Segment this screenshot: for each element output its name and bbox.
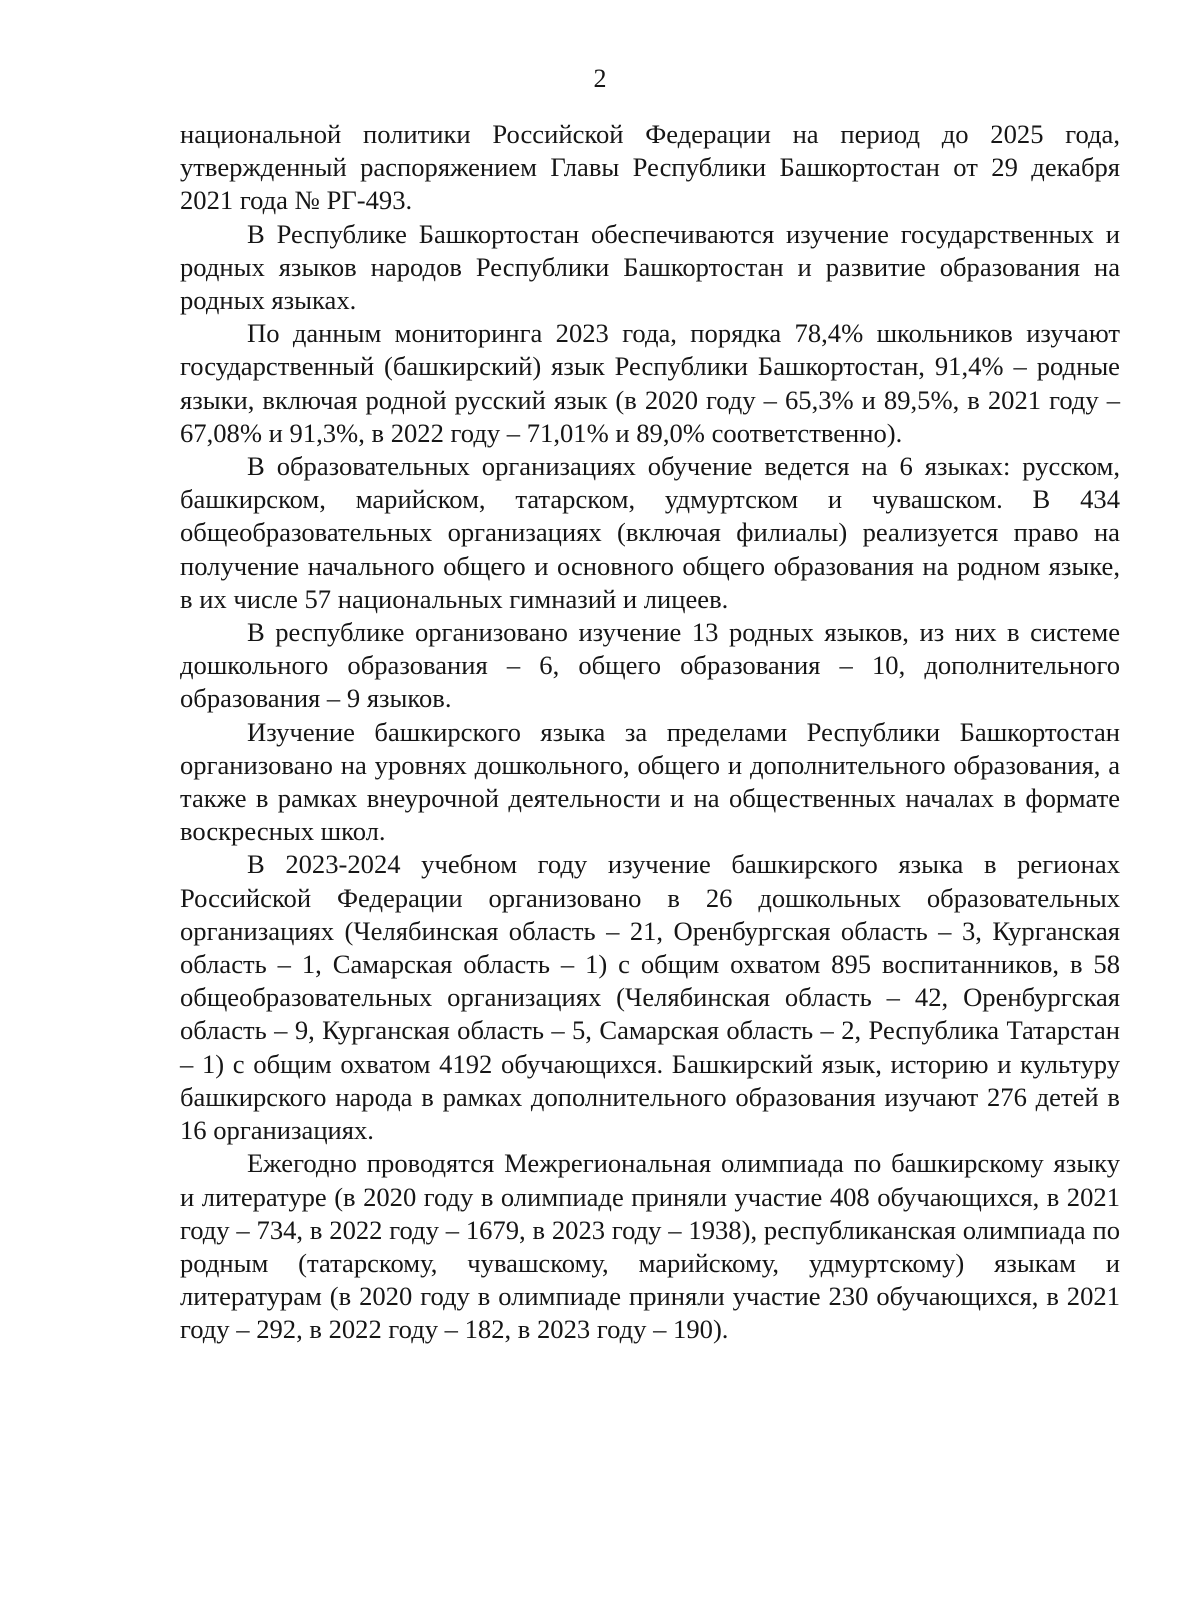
page-number: 2: [593, 64, 607, 93]
paragraph-language-study: В Республике Башкортостан обеспечиваются изучение государственных и родных языков народов Республики Башкортостан и развитие образования на родных языках.: [180, 218, 1120, 316]
document-body: [180, 118, 1120, 1347]
paragraph-monitoring-2023: По данным мониторинга 2023 года, порядка 78,4% школьников изучают государственный (башкирский) язык Республики Башкортостан, 91,4% – родные языки, включая родной русский язык (в 2020 году – 65,3% и 89,5%, в 2021 году – 67,08% и 91,3%, в 2022 году – 71,01% и 89,0% соответственно).: [180, 318, 1120, 448]
paragraph-bashkir-outside-republic: Изучение башкирского языка за пределами Республики Башкортостан организовано на уровнях дошкольного, общего и дополнительного образования, а также в рамках внеурочной деятельности и на общественных началах в формате воскресных школ.: [180, 716, 1120, 847]
paragraph-continued-policy: национальной политики Российской Федерации на период до 2025 года, утвержденный распоряжением Главы Республики Башкортостан от 29 декабря 2021 года № РГ-493.: [180, 119, 1120, 216]
paragraph-olympiads: Ежегодно проводятся Межрегиональная олимпиада по башкирскому языку и литературе (в 2020 году в олимпиаде приняли участие 408 обучающихся, в 2021 году – 734, в 2022 году – 1679, в 2023 году – 1938), республиканская олимпиада по родным (татарскому, чувашскому, марийскому, удмуртскому) языкам и литературам (в 2020 году в олимпиаде приняли участие 230 обучающихся, в 2021 году – 292, в 2022 году – 182, в 2023 году – 190).: [180, 1148, 1120, 1345]
paragraph-school-year-2023-2024: В 2023-2024 учебном году изучение башкирского языка в регионах Российской Федерации организовано в 26 дошкольных образовательных организациях (Челябинская область – 21, Оренбургская область – 3, Курганская область – 1, Самарская область – 1) с общим охватом 895 воспитанников, в 58 общеобразовательных организациях (Челябинская область – 42, Оренбургская область – 9, Курганская область – 5, Самарская область – 2, Республика Татарстан – 1) с общим охватом 4192 обучающихся. Башкирский язык, историю и культуру башкирского народа в рамках дополнительного образования изучают 276 детей в 16 организациях.: [180, 849, 1120, 1146]
paragraph-languages-of-instruction: В образовательных организациях обучение ведется на 6 языках: русском, башкирском, марийском, татарском, удмуртском и чувашском. В 434 общеобразовательных организациях (включая филиалы) реализуется право на получение начального общего и основного общего образования на родном языке, в их числе 57 национальных гимназий и лицеев.: [180, 451, 1120, 614]
paragraph-native-languages-count: В республике организовано изучение 13 родных языков, из них в системе дошкольного образования – 6, общего образования – 10, дополнительного образования – 9 языков.: [180, 617, 1120, 714]
